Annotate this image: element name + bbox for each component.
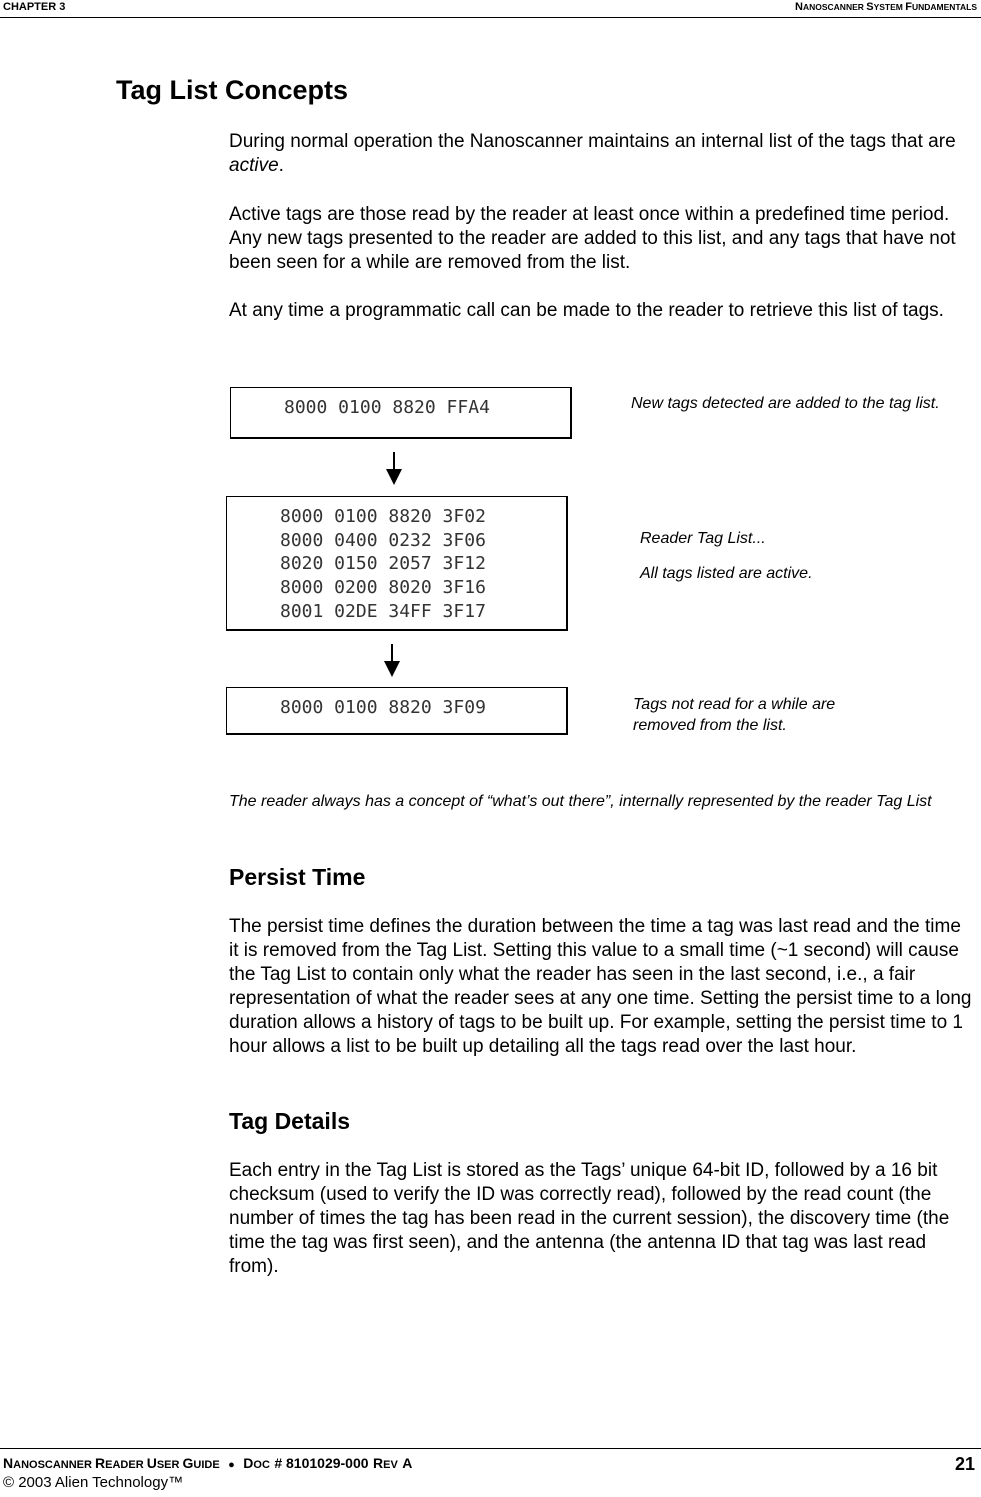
footer-g3-initial: U [146, 1455, 157, 1471]
removed-tag-box [226, 687, 568, 735]
footer-g4-rest: UIDE [193, 1459, 220, 1471]
footer-g3-rest: SER [156, 1459, 183, 1471]
persist-time-heading: Persist Time [229, 864, 366, 890]
footer-g4-initial: G [182, 1455, 194, 1471]
section-label [795, 0, 977, 14]
tag-list-row: 8020 0150 2057 3F12 [280, 553, 486, 574]
tag-list-row: 8001 02DE 34FF 3F17 [280, 601, 486, 622]
emphasis-active: active [229, 155, 279, 176]
footer-g1-rest: ANOSCANNER [13, 1459, 96, 1471]
tag-list-box [226, 496, 568, 631]
paragraph-intro-end: . [278, 155, 284, 176]
footer-rev-initial: R [373, 1455, 384, 1471]
footer-g2-rest: EADER [105, 1459, 147, 1471]
page-title: Tag List Concepts [116, 75, 349, 105]
section-word-3-initial: F [905, 1, 912, 13]
footer-g2-initial: R [95, 1455, 106, 1471]
section-word-1-initial: N [795, 1, 803, 13]
persist-time-paragraph: The persist time defines the duration between the time a tag was last read and the time it is removed from the Tag List. Setting this value to a small time (~1 second) will cause the Tag List to contain only what the reader has seen in the last second, i.e., a fair representation of what the reader sees at any one time. Setting the persist time to a long duration allows a history of tags to be built up. For example, setting the persist time to 1 hour allows a list to be built up detailing all the tags read over the last hour. [229, 916, 972, 1057]
tag-list-row: 8000 0400 0232 3F06 [280, 530, 486, 551]
arrow-down-icon-2-shaft [391, 644, 393, 662]
removed-tag-note: Tags not read for a while are removed from the list. [633, 696, 836, 734]
copyright: © 2003 Alien Technology™ [3, 1474, 184, 1491]
tag-details-paragraph: Each entry in the Tag List is stored as the Tags’ unique 64-bit ID, followed by a 16 bit checksum (used to verify the ID was correctly read), followed by the read count (the number of times the tag has been read in the current session), the discovery time (the time the tag was first seen), and the antenna (the antenna ID that tag was last read from). [229, 1160, 950, 1277]
section-word-2-rest: YSTEM [873, 2, 906, 12]
section-word-3-rest: UNDAMENTALS [911, 2, 977, 12]
diagram-caption: The reader always has a concept of “what’s out there”, internally represented by the reader Tag List [229, 793, 932, 810]
section-word-2-initial: S [866, 1, 874, 13]
new-tag-box [230, 387, 572, 439]
tag-list-note: Reader Tag List... [640, 530, 766, 547]
paragraph-intro [229, 130, 974, 178]
arrow-down-icon-2 [384, 661, 400, 677]
paragraph-retrieve: At any time a programmatic call can be made to the reader to retrieve this list of tags. [229, 300, 944, 321]
new-tag-id: 8000 0100 8820 FFA4 [284, 397, 490, 418]
paragraph-active-tags: Active tags are those read by the reader at least once within a predefined time period. Any new tags presented to the reader are added to this list, and any tags that have not been seen for a while are removed from the list. [229, 204, 956, 273]
chapter-text: CHAPTER 3 [3, 1, 66, 13]
footer-rev-rest: EV [383, 1459, 398, 1471]
tag-details-heading: Tag Details [229, 1108, 350, 1134]
bullet-icon: ● [228, 1459, 235, 1471]
tag-list-row: 8000 0200 8020 3F16 [280, 577, 486, 598]
arrow-down-icon-1-shaft [393, 452, 395, 470]
footer-doc-rest: OC [253, 1459, 270, 1471]
footer-g1-initial: N [3, 1455, 14, 1471]
arrow-down-icon-1 [386, 469, 402, 485]
chapter-label [3, 0, 65, 14]
footer-doc-initial: D [243, 1455, 254, 1471]
doc-number: # 8101029-000 [274, 1455, 369, 1471]
removed-tag-id: 8000 0100 8820 3F09 [280, 697, 486, 718]
footer-doc-info [3, 1454, 412, 1474]
header-rule [0, 17, 981, 18]
rev-letter: A [402, 1455, 413, 1471]
section-word-1-rest: ANOSCANNER [802, 2, 867, 12]
page-number: 21 [954, 1454, 975, 1474]
tag-list-active-note: All tags listed are active. [640, 565, 813, 582]
footer-rule [0, 1448, 981, 1449]
new-tag-note: New tags detected are added to the tag list. [631, 395, 940, 412]
paragraph-intro-text: During normal operation the Nanoscanner maintains an internal list of the tags that are [229, 131, 956, 152]
tag-list-row: 8000 0100 8820 3F02 [280, 506, 486, 527]
